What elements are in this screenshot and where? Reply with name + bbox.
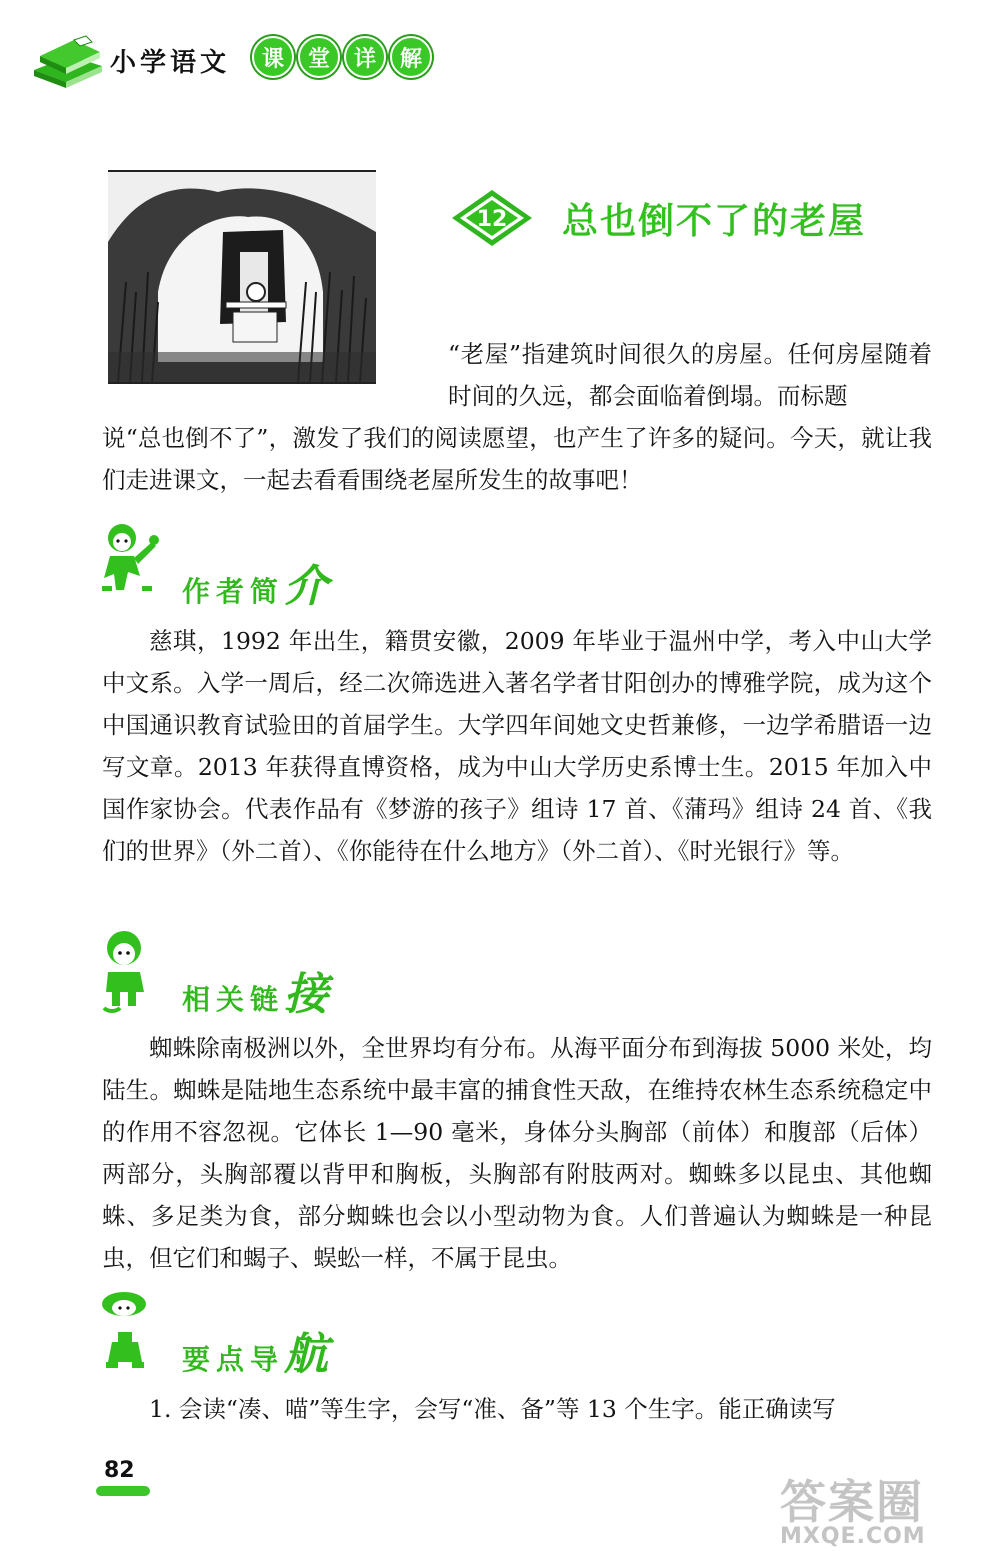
section-label: 相关链接 bbox=[182, 969, 329, 1020]
cartoon-kid-icon bbox=[98, 1288, 168, 1374]
page-number-bar bbox=[96, 1486, 150, 1496]
section-heading-link bbox=[98, 928, 398, 1020]
page-header bbox=[30, 28, 450, 98]
book-stack-icon bbox=[30, 30, 106, 90]
section-label: 作者简介 bbox=[182, 561, 329, 612]
lesson-number-badge bbox=[450, 188, 534, 248]
series-badge: 课 bbox=[252, 36, 294, 78]
author-paragraph: 慈琪，1992 年出生，籍贯安徽，2009 年毕业于温州中学，考入中山大学中文系。入学一周后，经二次筛选进入著名学者甘阳创办的博雅学院，成为这个中国通识教育试验田的首届学生。大学四年间她文史哲兼修，一边学希腊语一边写文章。2013 年获得直博资格，成为中山大学历史系博士生。2015 年加入中国作家协会。代表作品有《梦游的孩子》组诗 17 首、《蒲玛》组诗 24 首、《我们的世界》（外二首）、《你能待在什么地方》（外二首）、《时光银行》等。 bbox=[102, 627, 932, 865]
section-label: 要点导航 bbox=[182, 1329, 329, 1380]
series-badge: 堂 bbox=[298, 36, 340, 78]
old-house-drawing bbox=[108, 172, 376, 382]
cartoon-kid-icon bbox=[98, 520, 168, 596]
series-badge: 解 bbox=[390, 36, 432, 78]
watermark bbox=[780, 1475, 990, 1549]
section-heading-author bbox=[98, 520, 398, 612]
lesson-number: 12 bbox=[476, 207, 508, 232]
page-number: 82 bbox=[104, 1458, 135, 1483]
cartoon-kid-icon bbox=[98, 928, 168, 1014]
watermark-logo-text: 答案圈 bbox=[780, 1475, 924, 1529]
old-house-illustration bbox=[108, 170, 376, 384]
lesson-title: 总也倒不了的老屋 bbox=[562, 201, 867, 242]
watermark-url: MXQE.COM bbox=[780, 1524, 926, 1549]
link-paragraph: 蜘蛛除南极洲以外，全世界均有分布。从海平面分布到海拔 5000 米处，均陆生。蜘蛛是陆地生态系统中最丰富的捕食性天敌，在维持农林生态系统稳定中的作用不容忽视。它体长 1—90 毫米，身体分头胸部（前体）和腹部（后体）两部分，头胸部覆以背甲和胸板，头胸部有附肢两对。蜘蛛多以昆虫、其他蜘蛛、多足类为食，部分蜘蛛也会以小型动物为食。人们普遍认为蜘蛛是一种昆虫，但它们和蝎子、蜈蚣一样，不属于昆虫。 bbox=[102, 1034, 932, 1272]
series-badges bbox=[252, 36, 436, 78]
key-points-item: 1. 会读“凑、喵”等生字，会写“准、备”等 13 个生字。能正确读写 bbox=[149, 1395, 836, 1423]
section-heading-key-points bbox=[98, 1288, 398, 1380]
intro-paragraph-rest: 说“总也倒不了”，激发了我们的阅读愿望，也产生了许多的疑问。今天，就让我们走进课文，一起去看看围绕老屋所发生的故事吧！ bbox=[102, 424, 932, 494]
series-badge: 详 bbox=[344, 36, 386, 78]
series-title: 小学语文 bbox=[110, 48, 231, 78]
intro-paragraph-start: “老屋”指建筑时间很久的房屋。任何房屋随着时间的久远，都会面临着倒塌。而标题 bbox=[448, 340, 932, 410]
